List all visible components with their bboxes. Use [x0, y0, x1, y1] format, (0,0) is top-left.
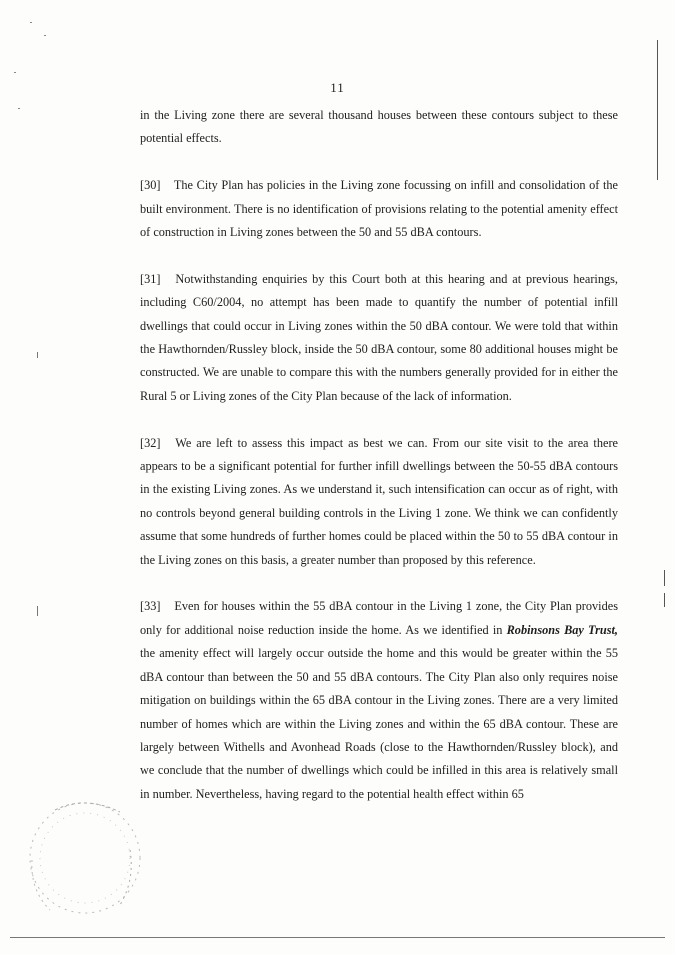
scan-edge-line: [37, 352, 38, 358]
paragraph-text: We are left to assess this impact as best we can. From our site visit to the area there appears to be a significant potential for further infill dwellings between the 50-55 dBA contours in the existing Living zones. As we understand it, such intensification can occur as of right, with no controls beyond general building controls in the Living 1 zone. We think we can confidently assume that some hundreds of further homes could be placed within the 50 to 55 dBA contour in the Living zones on this basis, a greater number than proposed by this reference.: [140, 435, 619, 567]
case-name: Robinsons Bay Trust,: [506, 622, 619, 637]
paragraph-number: [31]: [140, 271, 161, 286]
paragraph-32: [140, 432, 618, 572]
scan-edge-line: [657, 40, 658, 180]
paragraph-number: [33]: [140, 599, 161, 614]
paragraph-text: the amenity effect will largely occur outside the home and this would be greater within the 55 dBA contour than between the 50 and 55 dBA contours. The City Plan also only requires noise mitigation on buildings within the 65 dBA contour in the Living zones. There are a very limited number of homes which are within the Living zones and within the 65 dBA contour. These are largely between Withells and Avonhead Roads (close to the Hawthornden/Russley block), and we conclude that the number of dwellings which could be infilled in this area is relatively small in number. Nevertheless, having regard to the potential health effect within 65: [140, 646, 618, 801]
scan-speck: [30, 22, 32, 23]
scan-edge-line: [37, 606, 38, 616]
page-number: 11: [330, 80, 345, 95]
paragraph-text: Even for houses within the 55 dBA contour in the Living 1 zone, the City Plan provides only for additional noise reduction inside the home. As we identified in: [140, 599, 618, 637]
paragraph-text: The City Plan has policies in the Living zone focussing on infill and consolidation of the built environment. There is no identification of provisions relating to the potential amenity effect of construction in Living zones between the 50 and 55 dBA contours.: [140, 178, 618, 240]
paragraph-text: in the Living zone there are several thousand houses between these contours subject to these potential effects.: [140, 108, 618, 146]
paragraph-number: [30]: [140, 178, 161, 193]
scan-speck: [44, 35, 46, 36]
paragraph-31: [140, 268, 618, 408]
scan-speck: [18, 108, 20, 109]
document-body: [140, 104, 618, 830]
paragraph-33: [140, 595, 618, 806]
bottom-rule: [10, 937, 665, 938]
paragraph-continued: [140, 104, 618, 151]
paragraph-text: Notwithstanding enquiries by this Court both at this hearing and at previous hearings, including C60/2004, no attempt has been made to quantify the number of potential infill dwellings that could occur in Living zones within the 50 dBA contour. We were told that within the Hawthornden/Russley block, inside the 50 dBA contour, some 80 additional houses might be constructed. We are unable to compare this with the numbers generally provided for in either the Rural 5 or Living zones of the City Plan because of the lack of information.: [140, 271, 618, 403]
scan-edge-line: [664, 593, 665, 607]
scan-edge-line: [664, 570, 665, 586]
paragraph-number: [32]: [140, 435, 161, 450]
paragraph-30: [140, 174, 618, 244]
court-seal-stamp: [20, 790, 150, 930]
scan-speck: [14, 72, 16, 73]
